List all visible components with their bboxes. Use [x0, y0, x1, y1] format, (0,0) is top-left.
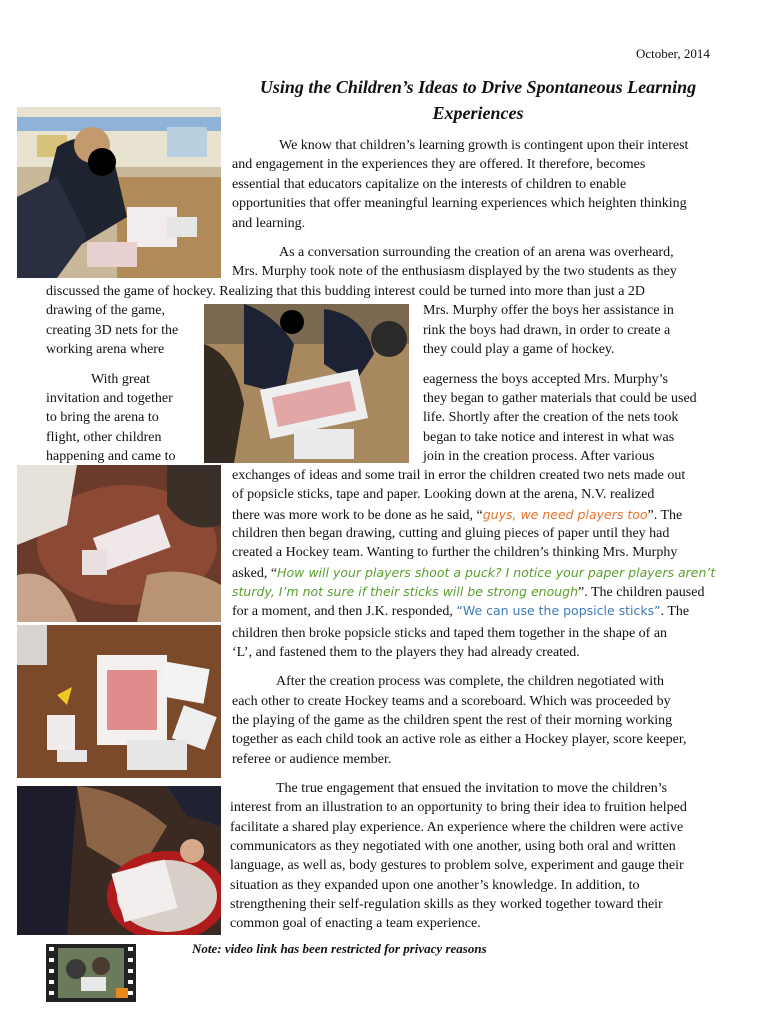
text-line: to bring the arena to: [46, 410, 159, 425]
document-date: October, 2014: [636, 46, 710, 61]
text-line: situation as they expanded upon one another’s knowledge. In addition, to: [230, 878, 640, 893]
text-line: working arena where: [46, 342, 165, 357]
text-line: exchanges of ideas and some trail in error the children created two nets made out: [232, 468, 686, 483]
photo-children-on-rug: [17, 465, 221, 622]
text-line: happening and came to: [46, 449, 176, 464]
text-line: strengthening their self-regulation skills as they worked together toward their: [230, 897, 663, 912]
quote-question-cont: sturdy, I’m not sure if their sticks will be strong enough: [232, 584, 578, 599]
privacy-note: Note: video link has been restricted for privacy reasons: [192, 941, 487, 956]
photo-paper-players-arena: [17, 625, 221, 778]
text-line: rink the boys had drawn, in order to create a: [423, 323, 671, 338]
text-line: [232, 505, 682, 526]
text-line: ‘L’, and fastened them to the players they had already created.: [232, 645, 580, 660]
text-line: children then began drawing, cutting and gluing pieces of paper until they had: [232, 526, 670, 541]
text-span: there was more work to be done as he said, “: [232, 508, 483, 523]
text-span: asked, “: [232, 566, 278, 581]
title-line-1: Using the Children’s Ideas to Drive Spontaneous Learning: [259, 77, 697, 97]
text-line: and learning.: [232, 216, 306, 231]
text-line: drawing of the game,: [46, 303, 165, 318]
text-line: children then broke popsicle sticks and taped them together in the shape of an: [232, 626, 668, 641]
photo-group-building-nets: [204, 304, 409, 463]
text-line: eagerness the boys accepted Mrs. Murphy’s: [423, 372, 668, 387]
text-line: life. Shortly after the creation of the nets took: [423, 410, 679, 425]
text-line: discussed the game of hockey. Realizing that this budding interest could be turned into more than just a 2D: [46, 284, 646, 299]
text-span: . The: [660, 604, 690, 619]
text-line: With great: [91, 372, 150, 387]
text-span: ”. The: [647, 508, 683, 523]
text-line: communicators as they negotiated with one another, using both oral and written: [230, 839, 676, 854]
text-line: referee or audience member.: [232, 752, 392, 767]
text-line: common goal of enacting a team experience.: [230, 916, 481, 931]
text-line: the playing of the game as the children spent the rest of their morning working: [232, 713, 673, 728]
text-line: and engagement in the experiences they are offered. It therefore, becomes: [232, 157, 646, 172]
text-line: created a Hockey team. Wanting to further the children’s thinking Mrs. Murphy: [232, 545, 678, 560]
text-line: together as each child took an active role as either a Hockey player, score keeper,: [232, 732, 687, 747]
text-span: for a moment, and then J.K. responded,: [232, 604, 457, 619]
text-line: We know that children’s learning growth is contingent upon their interest: [279, 138, 689, 153]
text-line: flight, other children: [46, 430, 162, 445]
text-line: After the creation process was complete, the children negotiated with: [276, 674, 664, 689]
text-line: Mrs. Murphy offer the boys her assistance in: [423, 303, 674, 318]
text-line: facilitate a shared play experience. An experience where the children were active: [230, 820, 684, 835]
photo-child-cutting-paper: [17, 786, 221, 935]
text-line: they could play a game of hockey.: [423, 342, 615, 357]
text-line: join in the creation process. After various: [423, 449, 655, 464]
text-line: they began to gather materials that could be used: [423, 391, 697, 406]
text-line: Mrs. Murphy took note of the enthusiasm displayed by the two students as they: [232, 264, 677, 279]
quote-question: How will your players shoot a puck? I notice your paper players aren’t: [277, 565, 716, 580]
title-line-2: Experiences: [432, 103, 524, 123]
video-film-icon[interactable]: [46, 944, 136, 1002]
text-line: language, as well as, body gestures to problem solve, experiment and gauge their: [230, 858, 684, 873]
text-line: creating 3D nets for the: [46, 323, 179, 338]
photo-boys-drawing-arena: [17, 107, 221, 278]
quote-response: “We can use the popsicle sticks”: [456, 603, 661, 618]
text-line: The true engagement that ensued the invitation to move the children’s: [276, 781, 668, 796]
text-line: [232, 582, 704, 603]
text-line: each other to create Hockey teams and a scoreboard. Which was proceeded by: [232, 694, 671, 709]
text-line: invitation and together: [46, 391, 173, 406]
quote-players: guys, we need players too: [482, 507, 648, 522]
document-title: [226, 74, 730, 126]
text-line: interest from an illustration to an opportunity to bring their idea to fruition helped: [230, 800, 687, 815]
text-line: opportunities that offer meaningful learning experiences which heighten thinking: [232, 196, 687, 211]
text-line: [232, 601, 689, 622]
text-line: of popsicle sticks, tape and paper. Looking down at the arena, N.V. realized: [232, 487, 655, 502]
text-line: As a conversation surrounding the creation of an arena was overheard,: [279, 245, 674, 260]
text-span: ”. The children paused: [578, 585, 705, 600]
text-line: began to take notice and interest in what was: [423, 430, 675, 445]
text-line: [232, 563, 715, 584]
text-line: essential that educators capitalize on the interests of children to enable: [232, 177, 627, 192]
